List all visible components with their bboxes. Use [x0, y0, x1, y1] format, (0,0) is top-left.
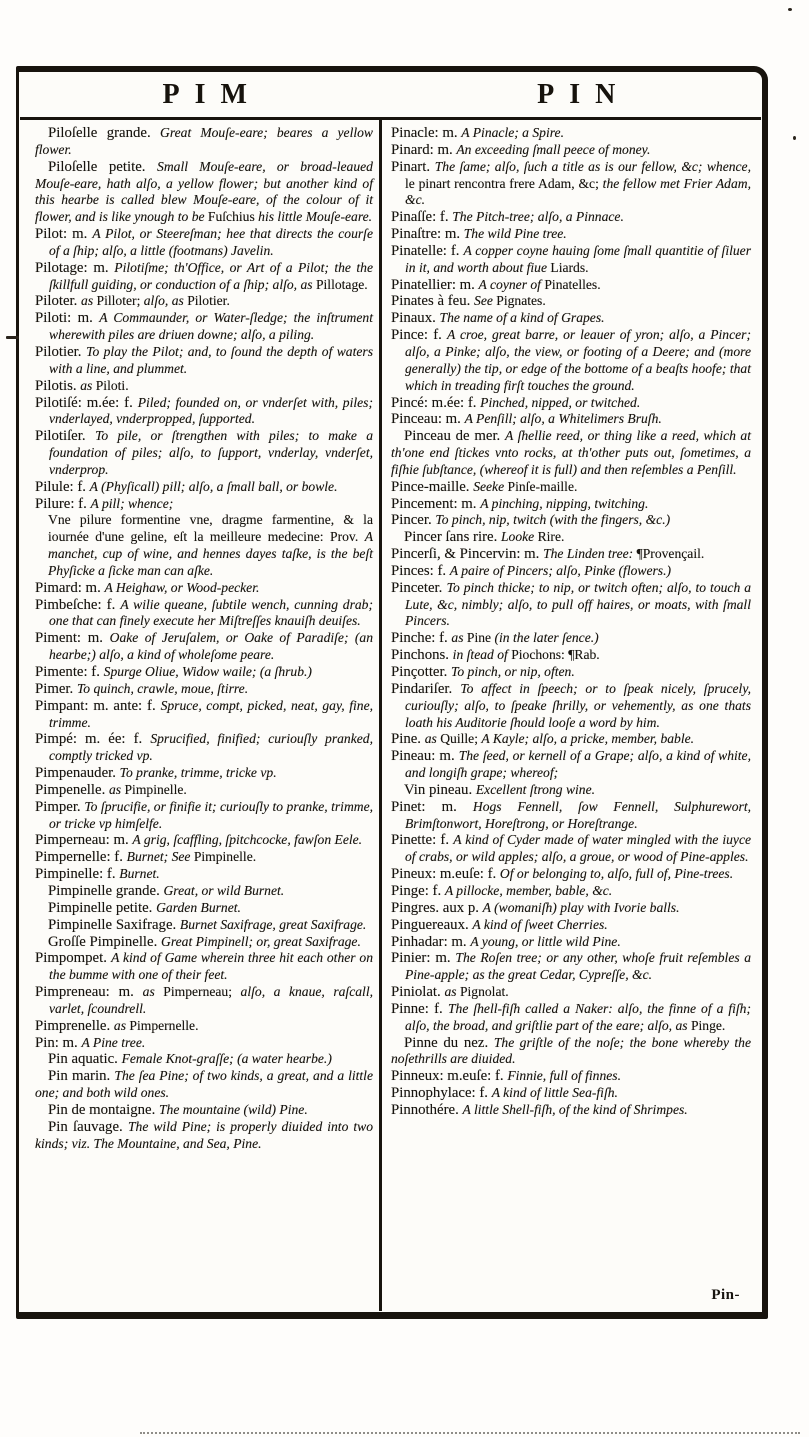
dictionary-entry: [35, 782, 373, 799]
entry-text-segment: The wild Pine tree.: [463, 226, 567, 242]
dictionary-entry: [35, 950, 373, 984]
entry-headword: Pimpant: m. ante: f.: [35, 697, 161, 714]
dictionary-entry: [35, 344, 373, 378]
entry-text-segment: ¶Provençail.: [636, 546, 705, 562]
entry-text-segment: A manchet, cup of wine, and hennes dayes taſke, is the beſt Phyſicke a ſicke man can aſke.: [48, 529, 373, 578]
dictionary-entry: [391, 984, 751, 1001]
running-head-right: PIN: [537, 78, 631, 110]
dictionary-entry: [391, 1035, 751, 1069]
dictionary-entry: [35, 698, 373, 732]
entry-text-segment: Pillotage.: [315, 276, 368, 292]
entry-text-segment: Fuſchius: [207, 209, 259, 225]
column-pim: [19, 120, 379, 1311]
entry-headword: Pilot: m.: [35, 226, 93, 243]
entry-text-segment: Great, or wild Burnet.: [163, 882, 285, 898]
dictionary-entry: [391, 1085, 751, 1102]
dictionary-entry: [391, 630, 751, 647]
dictionary-entry: [391, 917, 751, 934]
entry-headword: Pinche: f.: [391, 630, 452, 647]
entry-headword: Pilotage: m.: [35, 259, 115, 276]
dictionary-entry: [35, 883, 373, 900]
entry-text-segment: To pranke, trimme, tricke vp.: [119, 765, 277, 781]
entry-text-segment: A (Phyſicall) pill; alſo, a ſmall ball, or bowle.: [89, 478, 338, 494]
entry-text-segment: Pilotier.: [187, 293, 230, 309]
entry-text-segment: Pinatelles.: [544, 276, 601, 292]
entry-text-segment: the fellow met Frier Adam, &c.: [405, 175, 751, 208]
entry-headword: Pinçotter.: [391, 664, 452, 680]
entry-text-segment: The name of a kind of Grapes.: [439, 310, 605, 326]
ink-speck: [788, 8, 792, 11]
dictionary-entry: [35, 832, 373, 849]
entry-text-segment: An exceeding ſmall peece of money.: [456, 141, 651, 157]
entry-text-segment: Great Mouſe-eare; beares a yellow flower.: [35, 125, 373, 157]
dictionary-entry: [35, 597, 373, 631]
entry-headword: Pinceau de mer.: [404, 428, 506, 445]
entry-text-segment: Garden Burnet.: [156, 899, 241, 915]
dictionary-entry: [35, 1102, 373, 1119]
entry-headword: Pilotis.: [35, 377, 81, 394]
dictionary-entry: [391, 293, 751, 310]
entry-text-segment: Pimpinelle.: [124, 781, 187, 797]
entry-headword: Pincer.: [391, 512, 436, 529]
entry-headword: Pincement: m.: [391, 495, 481, 512]
dictionary-entry: [391, 512, 751, 529]
entry-text-segment: as: [451, 630, 467, 646]
dictionary-entry: [35, 226, 373, 260]
next-page-edge-line: [140, 1432, 800, 1434]
entry-headword: Pimpinelle Saxifrage.: [48, 916, 180, 933]
dictionary-entry: [35, 378, 373, 395]
dictionary-entry: [35, 849, 373, 866]
entry-headword: Pinne du nez.: [404, 1034, 494, 1051]
entry-headword: Pimpé: m. ée: f.: [35, 731, 151, 748]
entry-headword: Pinchons.: [391, 647, 453, 664]
dictionary-entry: [35, 125, 373, 159]
dictionary-entry: [35, 630, 373, 664]
entry-text-segment: The ſame; alſo, ſuch a title as is our fellow, &c; whence,: [434, 158, 751, 174]
entry-headword: Pin aquatic.: [48, 1051, 122, 1068]
entry-headword: Pin marin.: [48, 1068, 115, 1085]
dictionary-entry: [35, 664, 373, 681]
entry-text-segment: To quinch, crawle, moue, ſtirre.: [76, 680, 249, 696]
entry-text-segment: as: [444, 984, 460, 1000]
dictionary-entry: [391, 832, 751, 866]
entry-headword: Pilotier.: [35, 343, 87, 360]
entry-headword: Pinet: m.: [391, 798, 473, 815]
dictionary-entry: [391, 900, 751, 917]
dictionary-entry: [391, 731, 751, 748]
entry-headword: Pimperneau: m.: [35, 832, 133, 849]
dictionary-entry: [35, 310, 373, 344]
dictionary-entry: [391, 1068, 751, 1085]
entry-text-segment: as: [142, 984, 164, 1000]
entry-text-segment: Pine: [466, 630, 495, 646]
entry-headword: Pineau: m.: [391, 748, 459, 765]
dictionary-entry: [35, 293, 373, 310]
dictionary-entry: [391, 142, 751, 159]
dictionary-entry: [391, 209, 751, 226]
dictionary-entry: [391, 327, 751, 394]
entry-text-segment: A ſhellie reed, or thing like a reed, which at th'one end ſtickes vnto rocks, at th'other puts out, ſometimes, a fiſhie ſubſtance, (whereof it is full) and then reſembles a Penſill.: [391, 428, 751, 477]
entry-text-segment: The griſtle of the noſe; the bone whereby the noſethrills are diuided.: [391, 1034, 751, 1067]
entry-headword: Pinatelle: f.: [391, 242, 464, 259]
dictionary-entry: [391, 934, 751, 951]
dictionary-entry: [391, 125, 751, 142]
entry-headword: Pinette: f.: [391, 832, 454, 849]
dictionary-entry: [391, 395, 751, 412]
entry-headword: Pinge: f.: [391, 882, 445, 899]
entry-text-segment: The ſea Pine; of two kinds, a great, and a little one; and both wild ones.: [35, 1068, 373, 1101]
entry-text-segment: Pilloter;: [96, 293, 144, 309]
entry-headword: Pinhadar: m.: [391, 933, 471, 950]
entry-text-segment: Burnet; See: [126, 849, 194, 865]
entry-text-segment: The Pitch-tree; alſo, a Pinnace.: [452, 209, 624, 225]
entry-text-segment: as: [424, 731, 441, 747]
entry-headword: Piment: m.: [35, 630, 110, 647]
dictionary-entry: [35, 512, 373, 579]
entry-text-segment: as: [81, 293, 97, 309]
dictionary-entry: [35, 1119, 373, 1153]
entry-text-segment: Spruce, compt, picked, neat, gay, fine, trimme.: [49, 697, 373, 730]
dictionary-entry: [35, 580, 373, 597]
entry-headword: Pilotiſé: m.ée: f.: [35, 394, 138, 411]
dictionary-entry: [391, 479, 751, 496]
entry-text-segment: Pimperneau;: [163, 984, 241, 1000]
entry-text-segment: A paire of Pincers; alſo, Pinke (flowers.): [449, 562, 672, 578]
dictionary-entry: [391, 563, 751, 580]
entry-headword: Groſſe Pimpinelle.: [48, 933, 162, 950]
entry-text-segment: The ſhell-fiſh called a Naker: alſo, the finne of a fiſh; alſo, the broad, and griſtlie part of the eare; alſo, as: [405, 1000, 751, 1033]
entry-headword: Pimard: m.: [35, 579, 105, 596]
entry-headword: Pin ſauvage.: [48, 1118, 128, 1135]
entry-text-segment: A young, or little wild Pine.: [470, 933, 621, 949]
entry-headword: Pimpreneau: m.: [35, 984, 143, 1001]
entry-text-segment: A grig, ſcaffling, ſpitchcocke, fawſon Eele.: [132, 832, 363, 848]
dictionary-entry: [391, 1102, 751, 1119]
dictionary-entry: [35, 731, 373, 765]
entry-headword: Pin: m.: [35, 1034, 82, 1051]
entry-text-segment: Piled; founded on, or vnderſet with, piles; vnderlayed, vnderpropped, ſupported.: [49, 394, 373, 427]
entry-text-segment: The Roſen tree; or any other, whoſe fruit reſembles a Pine-apple; as the great Cedar, Cypreſſe, &c.: [405, 950, 751, 983]
entry-text-segment: Vne pilure formentine vne, dragme farmentine, & la iournée d'une geline, eſt la meilleure medecine: Prov.: [48, 512, 373, 545]
entry-text-segment: Pinched, nipped, or twitched.: [480, 394, 641, 410]
ink-speck: [6, 336, 19, 339]
entry-headword: Pimer.: [35, 680, 77, 697]
entry-text-segment: A kind of Cyder made of water mingled with the iuyce of crabs, or wild apples; alſo, a groue, or wood of Pine-apples.: [405, 832, 752, 865]
entry-text-segment: A Penſill; alſo, a Whitelimers Bruſh.: [464, 411, 662, 427]
dictionary-entry: [35, 1035, 373, 1052]
entry-headword: Pimpinelle grande.: [48, 882, 164, 899]
entry-text-segment: Female Knot-graſſe; (a water hearbe.): [121, 1051, 332, 1067]
entry-text-segment: A wilie queane, ſubtile wench, cunning drab; one that can finely execute her Miſtreſſes knauiſh deuiſes.: [49, 596, 373, 629]
dictionary-entry: [391, 496, 751, 513]
text-columns: [19, 120, 762, 1311]
entry-headword: Pincer ſans rire.: [404, 529, 501, 546]
entry-text-segment: A Heighaw, or Wood-pecker.: [104, 579, 260, 595]
dictionary-entry: [391, 748, 751, 782]
dictionary-entry: [35, 900, 373, 917]
dictionary-entry: [391, 883, 751, 900]
entry-headword: Pinaſſe: f.: [391, 209, 453, 226]
entry-text-segment: A Pilot, or Steereſman; hee that directs the courſe of a ſhip; alſo, a little (footmans) Javelin.: [49, 226, 373, 258]
entry-text-segment: A Pine tree.: [81, 1034, 146, 1050]
entry-headword: Vin pineau.: [404, 781, 476, 798]
dictionary-entry: [391, 580, 751, 631]
entry-text-segment: Excellent ſtrong wine.: [475, 781, 596, 797]
entry-text-segment: as: [80, 377, 96, 393]
entry-text-segment: A Commaunder, or Water-ſledge; the inſtrument wherewith piles are driuen downe; alſo, a piling.: [49, 310, 373, 343]
entry-headword: Pimpompet.: [35, 950, 112, 967]
entry-headword: Pinneux: m.euſe: f.: [391, 1068, 508, 1085]
entry-text-segment: A kind of Game wherein three hit each other on the bumme with one of their feet.: [49, 950, 373, 983]
entry-text-segment: as: [108, 781, 125, 797]
entry-text-segment: A copper coyne hauing ſome ſmall quantitie of ſiluer in it, and worth about fiue: [405, 242, 751, 275]
dictionary-entry: [391, 647, 751, 664]
entry-text-segment: Pignates.: [496, 293, 546, 309]
entry-headword: Pinaux.: [391, 310, 440, 327]
ink-speck: [793, 136, 796, 140]
entry-headword: Pilure: f.: [35, 495, 91, 512]
entry-headword: Pincé: m.ée: f.: [391, 394, 481, 411]
entry-text-segment: The wild Pine; is properly diuided into two kinds; viz. The Mountaine, and Sea, Pine.: [35, 1118, 373, 1151]
entry-text-segment: A croe, great barre, or leauer of yron; alſo, a Pincer; alſo, a Pinke; alſo, the view, or footing of a Deere; and (more generally) the tip, or edge of the bottome of a beaſts hoofe; that which in treading firſt touches the ground.: [405, 327, 751, 393]
entry-text-segment: Pinge.: [690, 1017, 726, 1033]
entry-text-segment: Great Pimpinell; or, great Saxifrage.: [161, 933, 361, 949]
entry-text-segment: Piloti.: [95, 377, 129, 393]
dictionary-entry: [35, 799, 373, 833]
dictionary-entry: [391, 277, 751, 294]
entry-text-segment: Pignolat.: [459, 984, 509, 1000]
dictionary-entry: [35, 428, 373, 479]
dictionary-entry: [35, 934, 373, 951]
entry-text-segment: Pilotiſme; th'Office, or Art of a Pilot; the the ſkillfull guiding, or conduction of a ſhip; alſo, as: [49, 259, 373, 292]
entry-text-segment: Sprucified, finified; curiouſly pranked, comptly tricked vp.: [49, 731, 373, 764]
entry-headword: Pimprenelle.: [35, 1017, 114, 1034]
entry-headword: Pinnothére.: [391, 1101, 463, 1118]
entry-text-segment: his little Mouſe-eare.: [258, 209, 373, 225]
entry-headword: Pinceter.: [391, 579, 447, 596]
dictionary-entry: [35, 260, 373, 294]
entry-text-segment: See: [474, 293, 497, 309]
entry-headword: Pinart.: [391, 158, 435, 175]
entry-headword: Pin de montaigne.: [48, 1101, 159, 1118]
entry-headword: Piniolat.: [391, 984, 445, 1001]
entry-text-segment: A pillocke, member, bable, &c.: [444, 882, 613, 898]
entry-text-segment: A Pinacle; a Spire.: [461, 125, 564, 140]
dictionary-entry: [35, 395, 373, 429]
dictionary-entry: [35, 866, 373, 883]
dictionary-entry: [391, 782, 751, 799]
entry-headword: Pinne: f.: [391, 1000, 448, 1017]
entry-headword: Pimpinelle: f.: [35, 866, 120, 883]
dictionary-entry: [391, 428, 751, 479]
dictionary-entry: [391, 159, 751, 210]
dictionary-entry: [35, 1051, 373, 1068]
entry-text-segment: Burnet.: [119, 866, 160, 882]
entry-text-segment: A coyner of: [478, 276, 545, 292]
entry-headword: Piloſelle petite.: [48, 158, 158, 175]
entry-text-segment: To pinch, or nip, often.: [451, 664, 575, 679]
entry-headword: Pinard: m.: [391, 141, 457, 158]
entry-headword: Pinnophylace: f.: [391, 1085, 492, 1102]
dictionary-entry: [391, 950, 751, 984]
entry-text-segment: Burnet Saxifrage, great Saxifrage.: [179, 916, 367, 932]
entry-text-segment: Hogs Fennell, ſow Fennell, Sulphurewort, Brimſtonwort, Horeſtrong, or Horeſtrange.: [405, 798, 752, 831]
dictionary-entry: [391, 799, 751, 833]
entry-headword: Pimpenauder.: [35, 765, 120, 782]
page-frame: [16, 66, 768, 1319]
dictionary-entry: [35, 1018, 373, 1035]
entry-text-segment: A Kayle; alſo, a pricke, member, bable.: [481, 731, 695, 747]
entry-text-segment: Of or belonging to, alſo, full of, Pine-trees.: [499, 866, 734, 882]
dictionary-entry: [35, 159, 373, 226]
entry-headword: Pimpenelle.: [35, 781, 109, 798]
entry-text-segment: To ſprucifie, or finifie it; curiouſly to pranke, trimme, or tricke vp himſelfe.: [49, 798, 374, 831]
dictionary-entry: [35, 917, 373, 934]
dictionary-entry: [35, 681, 373, 698]
entry-text-segment: To pinch, nip, twitch (with the fingers, &c.): [435, 512, 671, 528]
entry-headword: Pinguereaux.: [391, 916, 473, 933]
dictionary-entry: [391, 243, 751, 277]
entry-text-segment: Small Mouſe-eare, or broad-leaued Mouſe-eare, hath alſo, a yellow flower; but another kind of this hearbe is called blew Mouſe-eare, of the colour of it flower, and is like ynough to be: [35, 158, 373, 225]
entry-text-segment: in ſtead of: [452, 647, 512, 663]
entry-text-segment: Pimpinelle.: [193, 849, 257, 865]
entry-headword: Pinaſtre: m.: [391, 226, 464, 243]
entry-text-segment: as: [113, 1017, 130, 1033]
entry-text-segment: Looke: [500, 529, 538, 545]
entry-text-segment: Piochons: ¶Rab.: [511, 647, 600, 663]
catchword: Pin-: [711, 1287, 740, 1303]
entry-text-segment: To pinch thicke; to nip, or twitch often; alſo, to touch a Lute, &c, nimbly; alſo, to pull off haires, or moats, with ſmall Pincers.: [405, 579, 752, 629]
dictionary-entry: [35, 765, 373, 782]
running-head-left: PIM: [162, 78, 262, 110]
entry-headword: Pineux: m.euſe: f.: [391, 866, 500, 883]
entry-headword: Pine.: [391, 731, 425, 748]
entry-text-segment: Oake of Jeruſalem, or Oake of Paradiſe; (an hearbe;) alſo, a kind of wholeſome peare.: [49, 630, 374, 663]
entry-headword: Pince-maille.: [391, 478, 474, 495]
entry-text-segment: (in the later ſence.): [494, 630, 599, 646]
dictionary-entry: [391, 546, 751, 563]
entry-headword: Pilotiſer.: [35, 428, 96, 445]
entry-headword: Pinatellier: m.: [391, 276, 479, 293]
entry-headword: Pinces: f.: [391, 562, 450, 579]
entry-text-segment: A pinching, nipping, twitching.: [480, 495, 649, 511]
entry-text-segment: The Linden tree:: [543, 546, 637, 562]
entry-headword: Piloſelle grande.: [48, 125, 161, 141]
entry-headword: Pimpernelle: f.: [35, 849, 127, 866]
entry-headword: Pimente: f.: [35, 664, 104, 680]
dictionary-entry: [391, 310, 751, 327]
entry-headword: Piloter.: [35, 293, 82, 310]
entry-headword: Pinier: m.: [391, 950, 456, 967]
column-pin: [382, 120, 762, 1311]
entry-text-segment: A little Shell-fiſh, of the kind of Shrimpes.: [462, 1101, 688, 1117]
dictionary-entry: [391, 664, 751, 681]
entry-headword: Pingres. aux p.: [391, 899, 483, 916]
entry-headword: Pinacle: m.: [391, 125, 462, 141]
dictionary-entry: [391, 226, 751, 243]
entry-text-segment: To affect in ſpeech; or to ſpeak nicely, ſprucely, curiouſly; alſo, to ſpeake ſhrilly, or vehemently, as one thats loath his Auditorie ſhould looſe a word by him.: [405, 680, 751, 730]
entry-text-segment: Quille;: [440, 731, 482, 747]
entry-text-segment: A kind of little Sea-fiſh.: [491, 1085, 618, 1101]
entry-text-segment: To pile, or ſtrengthen with piles; to make a foundation of piles; alſo, to ſupport, vnderlay, vnderſet, vnderprop.: [49, 428, 373, 477]
entry-text-segment: alſo, a knaue, raſcall, varlet, ſcoundrell.: [49, 984, 373, 1016]
entry-headword: Pimbeſche: f.: [35, 596, 121, 613]
dictionary-entry: [391, 411, 751, 428]
entry-headword: Pimpinelle petite.: [48, 899, 157, 916]
entry-headword: Pince: f.: [391, 327, 448, 344]
entry-text-segment: Pinſe-maille.: [507, 478, 578, 494]
entry-text-segment: A (womaniſh) play with Ivorie balls.: [482, 899, 680, 915]
entry-headword: Pindariſer.: [391, 680, 461, 697]
entry-headword: Pinceau: m.: [391, 411, 465, 428]
entry-text-segment: The ſeed, or kernell of a Grape; alſo, a kind of white, and longiſh grape; whereof;: [405, 748, 751, 781]
entry-text-segment: Spurge Oliue, Widow waile; (a ſhrub.): [103, 664, 312, 679]
entry-text-segment: Seeke: [473, 478, 508, 494]
entry-headword: Pilule: f.: [35, 478, 90, 495]
entry-text-segment: The mountaine (wild) Pine.: [158, 1101, 308, 1117]
entry-text-segment: le pinart rencontra frere Adam, &c;: [405, 175, 603, 191]
running-head: [19, 72, 762, 117]
dictionary-entry: [35, 984, 373, 1018]
dictionary-entry: [35, 496, 373, 513]
entry-headword: Piloti: m.: [35, 310, 100, 327]
dictionary-entry: [35, 1068, 373, 1102]
entry-text-segment: A pill; whence;: [90, 495, 174, 511]
entry-text-segment: Liards.: [550, 259, 589, 275]
entry-text-segment: Rire.: [537, 529, 565, 545]
entry-text-segment: Pimpernelle.: [129, 1017, 199, 1033]
entry-headword: Pimper.: [35, 798, 85, 815]
entry-text-segment: alſo, as: [143, 293, 188, 309]
dictionary-entry: [391, 681, 751, 732]
dictionary-entry: [35, 479, 373, 496]
dictionary-entry: [391, 529, 751, 546]
entry-text-segment: A kind of ſweet Cherries.: [472, 916, 608, 932]
entry-text-segment: Finnie, full of finnes.: [507, 1068, 621, 1084]
dictionary-entry: [391, 866, 751, 883]
entry-text-segment: To play the Pilot; and, to ſound the depth of waters with a line, and plummet.: [49, 343, 373, 376]
dictionary-entry: [391, 1001, 751, 1035]
entry-headword: Pincerſi, & Pincervin: m.: [391, 546, 544, 563]
entry-headword: Pinates à feu.: [391, 293, 475, 310]
